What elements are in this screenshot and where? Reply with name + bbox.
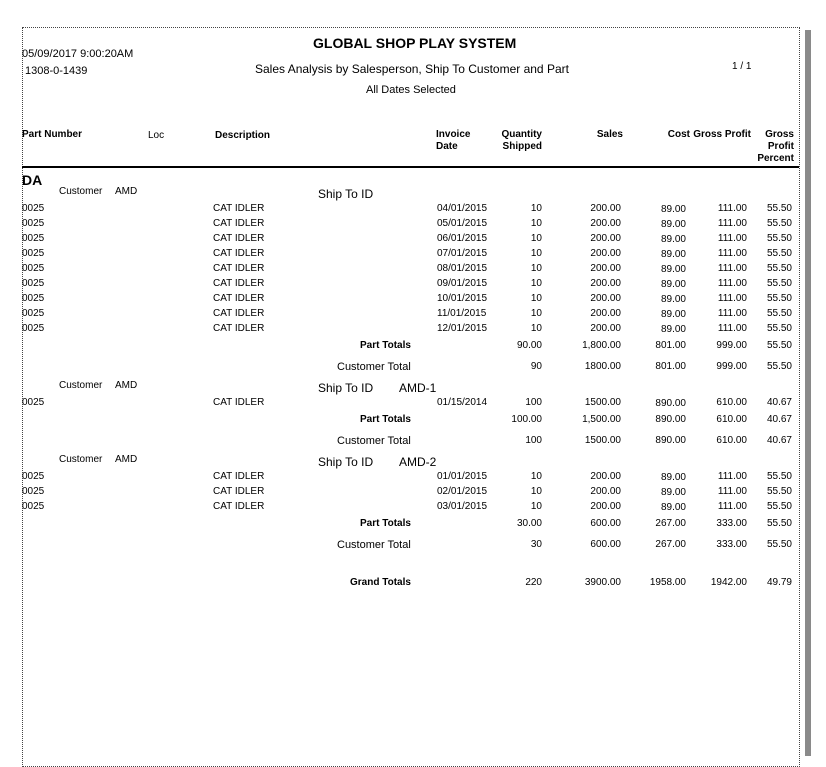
invoice-date-cell: 01/01/2015	[437, 471, 488, 482]
gross-profit-cell: 111.00	[717, 233, 747, 244]
report-subtitle: Sales Analysis by Salesperson, Ship To Customer and Part	[255, 62, 569, 76]
ship-to-id: AMD-1	[399, 381, 437, 395]
col-description: Description	[215, 130, 271, 141]
col-cost: Cost	[667, 129, 690, 140]
cost-cell: 89.00	[660, 264, 686, 275]
description-cell: CAT IDLER	[213, 323, 265, 334]
part-number-cell: 0025	[22, 501, 45, 512]
cost-cell: 890.00	[655, 414, 686, 425]
gross-profit-cell: 333.00	[716, 539, 747, 550]
gross-profit-percent-cell: 55.50	[766, 248, 792, 259]
dates-selected: All Dates Selected	[366, 84, 456, 96]
cost-cell: 89.00	[660, 502, 686, 513]
customer-name: AMD	[115, 380, 138, 391]
cost-cell: 89.00	[660, 324, 686, 335]
gross-profit-percent-cell: 55.50	[766, 340, 792, 351]
sales-cell: 200.00	[590, 486, 621, 497]
part-number-cell: 0025	[22, 233, 45, 244]
gross-profit-percent-cell: 55.50	[766, 293, 792, 304]
cost-cell: 89.00	[660, 249, 686, 260]
cost-cell: 89.00	[660, 472, 686, 483]
sales-cell: 200.00	[590, 233, 621, 244]
invoice-date-cell: 04/01/2015	[437, 203, 488, 214]
gross-profit-cell: 111.00	[717, 471, 747, 482]
description-cell: CAT IDLER	[213, 233, 265, 244]
sales-cell: 200.00	[590, 501, 621, 512]
col-invoice-date: Invoice Date	[436, 129, 471, 152]
gross-profit-cell: 610.00	[716, 414, 747, 425]
cost-cell: 1958.00	[649, 577, 686, 588]
ship-to-label: Ship To ID	[318, 455, 374, 469]
customer-name: AMD	[115, 186, 138, 197]
cost-cell: 890.00	[655, 435, 686, 446]
qty-cell: 10	[530, 203, 542, 214]
col-part-number: Part Number	[22, 129, 83, 140]
qty-cell: 100	[525, 397, 542, 408]
sales-cell: 1800.00	[584, 361, 621, 372]
part-number-cell: 0025	[22, 203, 45, 214]
invoice-date-cell: 06/01/2015	[437, 233, 488, 244]
description-cell: CAT IDLER	[213, 293, 265, 304]
description-cell: CAT IDLER	[213, 486, 265, 497]
salesperson-code: DA	[22, 172, 43, 188]
description-cell: CAT IDLER	[213, 263, 265, 274]
grand-totals-label: Grand Totals	[350, 577, 411, 588]
gross-profit-percent-cell: 55.50	[766, 518, 792, 529]
gross-profit-cell: 999.00	[716, 340, 747, 351]
customer-total-label: Customer Total	[337, 435, 411, 447]
qty-cell: 10	[530, 233, 542, 244]
customer-label: Customer	[59, 454, 103, 465]
ship-to-label: Ship To ID	[318, 187, 374, 201]
invoice-date-cell: 07/01/2015	[437, 248, 488, 259]
report-id: 1308-0-1439	[25, 65, 88, 77]
qty-cell: 100	[525, 435, 542, 446]
col-sales: Sales	[596, 129, 623, 140]
description-cell: CAT IDLER	[213, 308, 265, 319]
gross-profit-cell: 1942.00	[710, 577, 747, 588]
qty-cell: 90	[530, 361, 542, 372]
qty-cell: 10	[530, 308, 542, 319]
gross-profit-percent-cell: 55.50	[766, 486, 792, 497]
sales-cell: 200.00	[590, 471, 621, 482]
cost-cell: 89.00	[660, 219, 686, 230]
run-datetime: 05/09/2017 9:00:20AM	[22, 48, 134, 60]
sales-cell: 200.00	[590, 263, 621, 274]
gross-profit-percent-cell: 40.67	[766, 414, 792, 425]
invoice-date-cell: 01/15/2014	[437, 397, 488, 408]
gross-profit-cell: 111.00	[717, 323, 747, 334]
invoice-date-cell: 11/01/2015	[437, 308, 487, 319]
part-number-cell: 0025	[22, 397, 45, 408]
gross-profit-cell: 111.00	[717, 278, 747, 289]
part-totals-label: Part Totals	[360, 340, 411, 351]
sales-cell: 1,500.00	[582, 414, 621, 425]
col-gross-profit-percent: Gross Profit Percent	[757, 129, 794, 164]
qty-cell: 100.00	[511, 414, 542, 425]
description-cell: CAT IDLER	[213, 278, 265, 289]
qty-cell: 90.00	[516, 340, 542, 351]
cost-cell: 801.00	[655, 340, 686, 351]
gross-profit-cell: 111.00	[717, 293, 747, 304]
part-number-cell: 0025	[22, 323, 45, 334]
invoice-date-cell: 08/01/2015	[437, 263, 488, 274]
col-gross-profit: Gross Profit	[693, 129, 751, 140]
invoice-date-cell: 12/01/2015	[437, 323, 488, 334]
description-cell: CAT IDLER	[213, 471, 265, 482]
sales-cell: 1500.00	[584, 435, 621, 446]
part-number-cell: 0025	[22, 248, 45, 259]
cost-cell: 89.00	[660, 234, 686, 245]
part-number-cell: 0025	[22, 293, 45, 304]
report-title: GLOBAL SHOP PLAY SYSTEM	[313, 35, 517, 51]
qty-cell: 10	[530, 323, 542, 334]
part-number-cell: 0025	[22, 218, 45, 229]
qty-cell: 10	[530, 263, 542, 274]
gross-profit-percent-cell: 55.50	[766, 501, 792, 512]
gross-profit-cell: 111.00	[717, 203, 747, 214]
invoice-date-cell: 02/01/2015	[437, 486, 488, 497]
gross-profit-cell: 111.00	[717, 263, 747, 274]
customer-name: AMD	[115, 454, 138, 465]
gross-profit-cell: 610.00	[716, 435, 747, 446]
gross-profit-cell: 610.00	[716, 397, 747, 408]
cost-cell: 89.00	[660, 294, 686, 305]
part-number-cell: 0025	[22, 308, 45, 319]
cost-cell: 890.00	[655, 398, 686, 409]
cost-cell: 89.00	[660, 487, 686, 498]
part-totals-label: Part Totals	[360, 414, 411, 425]
customer-label: Customer	[59, 380, 103, 391]
part-number-cell: 0025	[22, 471, 45, 482]
cost-cell: 89.00	[660, 309, 686, 320]
ship-to-label: Ship To ID	[318, 381, 374, 395]
gross-profit-cell: 111.00	[717, 486, 747, 497]
sales-cell: 200.00	[590, 308, 621, 319]
qty-cell: 10	[530, 501, 542, 512]
part-number-cell: 0025	[22, 263, 45, 274]
gross-profit-percent-cell: 55.50	[766, 361, 792, 372]
sales-cell: 200.00	[590, 203, 621, 214]
sales-cell: 600.00	[590, 539, 621, 550]
cost-cell: 267.00	[655, 518, 686, 529]
gross-profit-cell: 111.00	[717, 218, 747, 229]
cost-cell: 801.00	[655, 361, 686, 372]
part-number-cell: 0025	[22, 278, 45, 289]
customer-total-label: Customer Total	[337, 539, 411, 551]
gross-profit-percent-cell: 55.50	[766, 263, 792, 274]
sales-cell: 200.00	[590, 248, 621, 259]
gross-profit-percent-cell: 55.50	[766, 539, 792, 550]
col-loc: Loc	[148, 130, 165, 141]
sales-cell: 200.00	[590, 218, 621, 229]
gross-profit-cell: 999.00	[716, 361, 747, 372]
cost-cell: 267.00	[655, 539, 686, 550]
sales-cell: 200.00	[590, 278, 621, 289]
qty-cell: 10	[530, 248, 542, 259]
gross-profit-percent-cell: 40.67	[766, 397, 792, 408]
gross-profit-percent-cell: 49.79	[766, 577, 792, 588]
qty-cell: 10	[530, 471, 542, 482]
sales-cell: 1,800.00	[582, 340, 621, 351]
gross-profit-percent-cell: 55.50	[766, 471, 792, 482]
gross-profit-cell: 111.00	[717, 308, 747, 319]
qty-cell: 30	[530, 539, 542, 550]
gross-profit-percent-cell: 55.50	[766, 323, 792, 334]
gross-profit-cell: 111.00	[717, 501, 747, 512]
invoice-date-cell: 03/01/2015	[437, 501, 488, 512]
invoice-date-cell: 09/01/2015	[437, 278, 488, 289]
description-cell: CAT IDLER	[213, 501, 265, 512]
gross-profit-percent-cell: 55.50	[766, 203, 792, 214]
customer-label: Customer	[59, 186, 103, 197]
invoice-date-cell: 05/01/2015	[437, 218, 488, 229]
sales-cell: 200.00	[590, 293, 621, 304]
qty-cell: 220	[525, 577, 542, 588]
part-number-cell: 0025	[22, 486, 45, 497]
qty-cell: 10	[530, 293, 542, 304]
invoice-date-cell: 10/01/2015	[437, 293, 488, 304]
col-quantity-shipped: Quantity Shipped	[501, 129, 542, 152]
sales-cell: 600.00	[590, 518, 621, 529]
description-cell: CAT IDLER	[213, 248, 265, 259]
description-cell: CAT IDLER	[213, 203, 265, 214]
page-number: 1 / 1	[732, 61, 752, 72]
customer-total-label: Customer Total	[337, 361, 411, 373]
gross-profit-percent-cell: 55.50	[766, 278, 792, 289]
gross-profit-percent-cell: 40.67	[766, 435, 792, 446]
qty-cell: 10	[530, 486, 542, 497]
sales-cell: 3900.00	[584, 577, 621, 588]
cost-cell: 89.00	[660, 204, 686, 215]
qty-cell: 10	[530, 278, 542, 289]
gross-profit-percent-cell: 55.50	[766, 233, 792, 244]
description-cell: CAT IDLER	[213, 218, 265, 229]
qty-cell: 30.00	[516, 518, 542, 529]
header-rule	[22, 166, 799, 168]
qty-cell: 10	[530, 218, 542, 229]
description-cell: CAT IDLER	[213, 397, 265, 408]
cost-cell: 89.00	[660, 279, 686, 290]
gross-profit-cell: 111.00	[717, 248, 747, 259]
ship-to-id: AMD-2	[399, 455, 437, 469]
page-shadow	[805, 30, 811, 756]
sales-cell: 1500.00	[584, 397, 621, 408]
gross-profit-percent-cell: 55.50	[766, 308, 792, 319]
part-totals-label: Part Totals	[360, 518, 411, 529]
sales-cell: 200.00	[590, 323, 621, 334]
gross-profit-percent-cell: 55.50	[766, 218, 792, 229]
gross-profit-cell: 333.00	[716, 518, 747, 529]
